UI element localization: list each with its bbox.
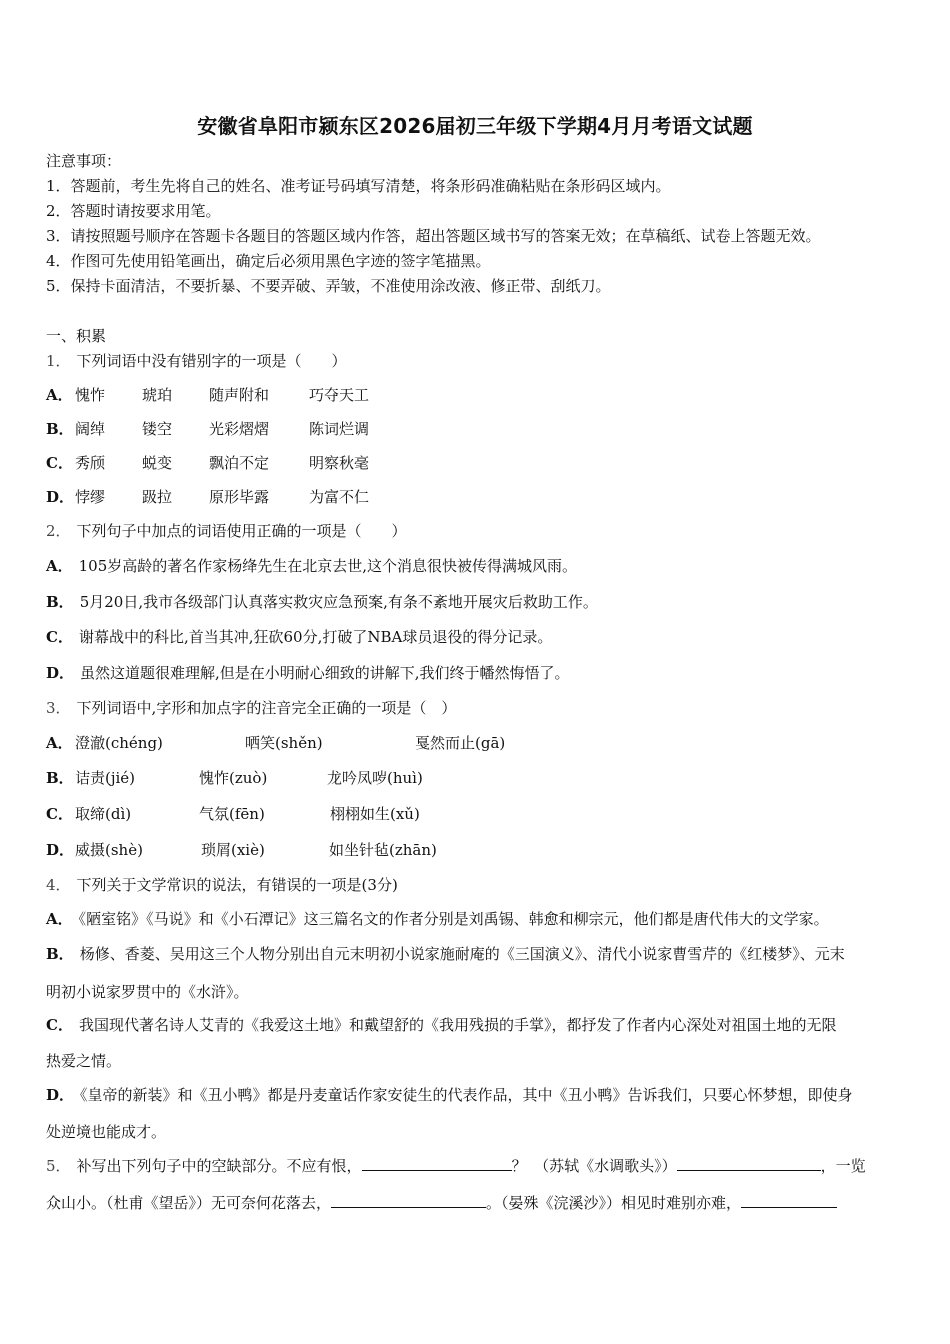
option-text: 《皇帝的新装》和《丑小鸭》都是丹麦童话作家安徒生的代表作品，其中《丑小鸭》告诉我们，只要心怀梦想，即使身 — [80, 1086, 853, 1104]
option-text: 5月20日,我市各级部门认真落实救灾应急预案,有条不紊地开展灾后救助工作。 — [79, 593, 598, 611]
option-word: 诘责(jié) — [75, 769, 136, 787]
option-word: 气氛(fēn) — [199, 805, 265, 823]
question-4-stem — [46, 875, 398, 895]
question-text: 下列句子中加点的词语使用正确的一项是（ ） — [76, 522, 407, 540]
q4-option-b-cont: 明初小说家罗贯中的《水浒》。 — [46, 983, 249, 1001]
option-word: 光彩熠熠 — [209, 420, 270, 438]
option-word: 蜕变 — [142, 454, 173, 472]
option-word: 明察秋毫 — [309, 454, 370, 472]
option-label: B． — [46, 420, 74, 438]
q2-option-d — [46, 663, 570, 683]
option-label: B． — [46, 593, 74, 611]
option-word: 秀颀 — [75, 454, 106, 472]
option-label: A． — [46, 557, 73, 575]
question-text: 下列词语中,字形和加点字的注音完全正确的一项是（ ） — [76, 699, 457, 717]
option-word: 威摄(shè) — [75, 841, 143, 859]
question-2-stem — [46, 521, 407, 541]
question-text: 下列词语中没有错别字的一项是（ ） — [76, 352, 347, 370]
section-heading: 一、积累 — [46, 327, 107, 345]
option-text: 谢幕战中的科比,首当其冲,狂砍60分,打破了NBA球员退役的得分记录。 — [78, 628, 553, 646]
option-text: 105岁高龄的著名作家杨绛先生在北京去世,这个消息很快被传得满城风雨。 — [78, 557, 578, 575]
q4-option-b — [46, 944, 845, 964]
option-label: D． — [46, 841, 75, 859]
q4-option-d-cont: 处逆境也能成才。 — [46, 1123, 167, 1141]
option-label: D． — [46, 1086, 75, 1104]
option-word: 悖缪 — [75, 488, 106, 506]
option-label: A． — [46, 910, 73, 928]
notice-item-5: 5．保持卡面清洁，不要折暴、不要弄破、弄皱，不准使用涂改液、修正带、刮纸刀。 — [46, 277, 611, 295]
option-word: 龙吟凤哕(huì) — [327, 769, 423, 787]
option-label: C． — [46, 805, 73, 823]
option-word: 趿拉 — [142, 488, 173, 506]
option-word: 原形毕露 — [209, 488, 270, 506]
question-text: 补写出下列句子中的空缺部分。不应有恨， — [76, 1157, 362, 1175]
question-5-line-2 — [46, 1192, 837, 1213]
option-label: A． — [46, 386, 73, 404]
answer-blank[interactable] — [331, 1192, 486, 1208]
option-word: 琐屑(xiè) — [201, 841, 265, 859]
q4-option-c-cont: 热爱之情。 — [46, 1052, 122, 1070]
option-label: D． — [46, 664, 75, 682]
question-text: 。（晏殊《浣溪沙》）相见时难别亦难， — [486, 1194, 742, 1212]
answer-blank[interactable] — [741, 1192, 837, 1208]
option-word: 澄澈(chéng) — [75, 734, 163, 752]
option-label: B． — [46, 769, 74, 787]
option-word: 愧怍 — [75, 386, 106, 404]
option-text: 虽然这道题很难理解,但是在小明耐心细致的讲解下,我们终于幡然悔悟了。 — [80, 664, 570, 682]
option-text: 《陋室铭》《马说》和《小石潭记》这三篇名文的作者分别是刘禹锡、韩愈和柳宗元，他们都是唐代伟大的文学家。 — [78, 910, 829, 928]
option-label: C． — [46, 454, 73, 472]
option-word: 琥珀 — [142, 386, 173, 404]
q4-option-d — [46, 1085, 853, 1105]
option-label: C． — [46, 628, 73, 646]
option-word: 随声附和 — [209, 386, 270, 404]
notice-heading: 注意事项： — [46, 152, 122, 170]
question-text: 下列关于文学常识的说法，有错误的一项是(3分) — [76, 876, 398, 894]
answer-blank[interactable] — [677, 1155, 821, 1171]
option-word: 取缔(dì) — [75, 805, 132, 823]
option-word: 戛然而止(gā) — [415, 734, 506, 752]
q2-option-b — [46, 592, 598, 612]
question-text: ？ （苏轼《水调歌头》） — [511, 1157, 677, 1175]
question-text: 众山小。（杜甫《望岳》）无可奈何花落去， — [46, 1194, 332, 1212]
question-number: 3． — [46, 699, 71, 717]
question-number: 5． — [46, 1157, 71, 1175]
answer-blank[interactable] — [362, 1155, 512, 1171]
option-word: 愧怍(zuò) — [199, 769, 268, 787]
option-word: 哂笑(shěn) — [245, 734, 323, 752]
option-word: 飘泊不定 — [209, 454, 270, 472]
option-word: 巧夺天工 — [309, 386, 370, 404]
question-number: 1． — [46, 352, 71, 370]
option-text: 我国现代著名诗人艾青的《我爱这土地》和戴望舒的《我用残损的手掌》，都抒发了作者内心深处对祖国土地的无限 — [78, 1016, 837, 1034]
notice-item-3: 3．请按照题号顺序在答题卡各题目的答题区域内作答，超出答题区域书写的答案无效；在草稿纸、试卷上答题无效。 — [46, 227, 821, 245]
notice-item-1: 1．答题前，考生先将自己的姓名、准考证号码填写清楚，将条形码准确粘贴在条形码区域内。 — [46, 177, 671, 195]
option-word: 栩栩如生(xǔ) — [330, 805, 420, 823]
q4-option-c — [46, 1015, 836, 1035]
question-1-stem — [46, 351, 347, 371]
question-number: 4． — [46, 876, 71, 894]
option-label: D． — [46, 488, 75, 506]
option-word: 如坐针毡(zhān) — [329, 841, 437, 859]
notice-item-4: 4．作图可先使用铅笔画出，确定后必须用黑色字迹的签字笔描黑。 — [46, 252, 491, 270]
q2-option-c — [46, 627, 552, 647]
option-word: 阔绰 — [75, 420, 106, 438]
option-label: C． — [46, 1016, 73, 1034]
notice-item-2: 2．答题时请按要求用笔。 — [46, 202, 221, 220]
option-label: A． — [46, 734, 73, 752]
option-word: 镂空 — [142, 420, 173, 438]
q4-option-a — [46, 909, 829, 929]
option-label: B． — [46, 945, 74, 963]
option-word: 陈词烂调 — [309, 420, 370, 438]
question-text: ，一览 — [820, 1157, 866, 1175]
q2-option-a — [46, 556, 577, 576]
option-word: 为富不仁 — [309, 488, 370, 506]
option-text: 杨修、香菱、吴用这三个人物分别出自元末明初小说家施耐庵的《三国演义》、清代小说家曹雪芹的《红楼梦》、元末 — [79, 945, 845, 963]
question-3-stem — [46, 698, 456, 718]
question-number: 2． — [46, 522, 71, 540]
question-5-line-1 — [46, 1155, 866, 1176]
page-title: 安徽省阜阳市颍东区2026届初三年级下学期4月月考语文试题 — [197, 114, 753, 138]
